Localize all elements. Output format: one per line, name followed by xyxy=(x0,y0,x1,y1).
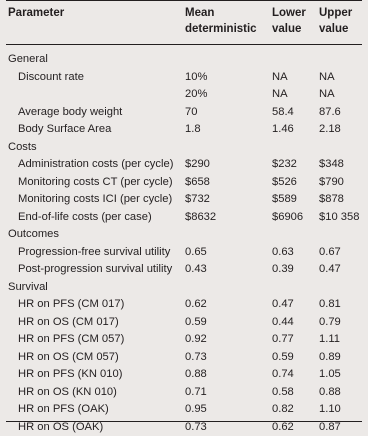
lower-value-cell: 0.58 xyxy=(272,384,294,402)
mean-value-cell: 0.73 xyxy=(185,419,207,436)
header-mean-line2: deterministic xyxy=(185,21,257,37)
mean-value-cell: 0.71 xyxy=(185,384,207,402)
mean-value-cell: 70 xyxy=(185,104,197,122)
header-mean-line1: Mean xyxy=(185,5,257,21)
upper-value-cell: 1.05 xyxy=(319,366,341,384)
header-lower-line2: value xyxy=(272,21,306,37)
lower-value-cell: $6906 xyxy=(272,209,303,227)
upper-value-cell: $10 358 xyxy=(319,209,359,227)
section-heading-row xyxy=(0,279,368,297)
header-upper-value xyxy=(319,5,352,37)
table-row xyxy=(0,104,368,122)
upper-value-cell: 1.10 xyxy=(319,401,341,419)
mean-value-cell: 10% xyxy=(185,69,207,87)
parameter-cell: HR on PFS (KN 010) xyxy=(18,366,122,384)
parameter-cell: Post-progression survival utility xyxy=(18,261,172,279)
lower-value-cell: $589 xyxy=(272,191,297,209)
mean-value-cell: $658 xyxy=(185,174,210,192)
header-upper-line1: Upper xyxy=(319,5,352,21)
section-label: Costs xyxy=(8,139,37,157)
parameter-cell: HR on PFS (CM 057) xyxy=(18,331,124,349)
table-row xyxy=(0,349,368,367)
section-heading-row xyxy=(0,226,368,244)
lower-value-cell: $232 xyxy=(272,156,297,174)
section-heading-row xyxy=(0,51,368,69)
lower-value-cell: 0.47 xyxy=(272,296,294,314)
table-row xyxy=(0,261,368,279)
lower-value-cell: 0.74 xyxy=(272,366,294,384)
upper-value-cell: 87.6 xyxy=(319,104,341,122)
upper-value-cell: NA xyxy=(319,69,335,87)
parameter-cell: Average body weight xyxy=(18,104,122,122)
upper-value-cell: 2.18 xyxy=(319,121,341,139)
upper-value-cell: 0.87 xyxy=(319,419,341,436)
header-rule xyxy=(6,44,362,45)
parameter-cell: Progression-free survival utility xyxy=(18,244,170,262)
table-row xyxy=(0,244,368,262)
table-row xyxy=(0,296,368,314)
upper-value-cell: 0.88 xyxy=(319,384,341,402)
table-row xyxy=(0,314,368,332)
upper-value-cell: 0.79 xyxy=(319,314,341,332)
parameter-cell: Monitoring costs ICI (per cycle) xyxy=(18,191,172,209)
table-row xyxy=(0,209,368,227)
upper-value-cell: $878 xyxy=(319,191,344,209)
lower-value-cell: 0.39 xyxy=(272,261,294,279)
section-heading-row xyxy=(0,139,368,157)
upper-value-cell: 0.67 xyxy=(319,244,341,262)
mean-value-cell: 0.62 xyxy=(185,296,207,314)
upper-value-cell: 1.11 xyxy=(319,331,340,349)
parameter-cell: Body Surface Area xyxy=(18,121,111,139)
lower-value-cell: 1.46 xyxy=(272,121,294,139)
upper-value-cell: NA xyxy=(319,86,335,104)
parameter-cell: HR on OS (OAK) xyxy=(18,419,103,436)
lower-value-cell: NA xyxy=(272,86,288,104)
lower-value-cell: 58.4 xyxy=(272,104,294,122)
parameter-cell: End-of-life costs (per case) xyxy=(18,209,152,227)
table-row xyxy=(0,366,368,384)
upper-value-cell: $348 xyxy=(319,156,344,174)
mean-value-cell: $732 xyxy=(185,191,210,209)
lower-value-cell: 0.77 xyxy=(272,331,294,349)
mean-value-cell: 0.43 xyxy=(185,261,207,279)
table-row xyxy=(0,86,368,104)
lower-value-cell: 0.82 xyxy=(272,401,294,419)
mean-value-cell: 20% xyxy=(185,86,207,104)
header-mean-deterministic xyxy=(185,5,257,37)
upper-value-cell: 0.89 xyxy=(319,349,341,367)
mean-value-cell: 0.88 xyxy=(185,366,207,384)
mean-value-cell: $290 xyxy=(185,156,210,174)
table-bottom-rule xyxy=(6,421,362,422)
section-label: General xyxy=(8,51,48,69)
parameter-cell: Administration costs (per cycle) xyxy=(18,156,173,174)
header-lower-line1: Lower xyxy=(272,5,306,21)
lower-value-cell: 0.44 xyxy=(272,314,294,332)
lower-value-cell: $526 xyxy=(272,174,297,192)
parameter-cell: HR on OS (CM 017) xyxy=(18,314,119,332)
table-top-rule xyxy=(6,0,362,1)
lower-value-cell: 0.63 xyxy=(272,244,294,262)
header-lower-value xyxy=(272,5,306,37)
mean-value-cell: 0.92 xyxy=(185,331,207,349)
table-row xyxy=(0,331,368,349)
mean-value-cell: 0.95 xyxy=(185,401,207,419)
header-upper-line2: value xyxy=(319,21,352,37)
parameter-cell: Monitoring costs CT (per cycle) xyxy=(18,174,173,192)
upper-value-cell: 0.47 xyxy=(319,261,341,279)
parameter-cell: HR on PFS (CM 017) xyxy=(18,296,124,314)
parameter-cell: HR on OS (KN 010) xyxy=(18,384,117,402)
parameter-cell: Discount rate xyxy=(18,69,84,87)
section-label: Survival xyxy=(8,279,48,297)
upper-value-cell: 0.81 xyxy=(319,296,341,314)
table-row xyxy=(0,174,368,192)
table-row xyxy=(0,156,368,174)
mean-value-cell: $8632 xyxy=(185,209,216,227)
parameter-cell: HR on OS (CM 057) xyxy=(18,349,119,367)
header-parameter: Parameter xyxy=(8,5,64,21)
lower-value-cell: NA xyxy=(272,69,288,87)
table-row xyxy=(0,401,368,419)
mean-value-cell: 0.59 xyxy=(185,314,207,332)
upper-value-cell: $790 xyxy=(319,174,344,192)
mean-value-cell: 1.8 xyxy=(185,121,201,139)
table-row xyxy=(0,384,368,402)
table-body xyxy=(0,51,368,436)
table-row xyxy=(0,69,368,87)
mean-value-cell: 0.65 xyxy=(185,244,207,262)
parameter-cell: HR on PFS (OAK) xyxy=(18,401,109,419)
section-label: Outcomes xyxy=(8,226,59,244)
lower-value-cell: 0.59 xyxy=(272,349,294,367)
table-row xyxy=(0,121,368,139)
table-row xyxy=(0,191,368,209)
lower-value-cell: 0.62 xyxy=(272,419,294,436)
mean-value-cell: 0.73 xyxy=(185,349,207,367)
